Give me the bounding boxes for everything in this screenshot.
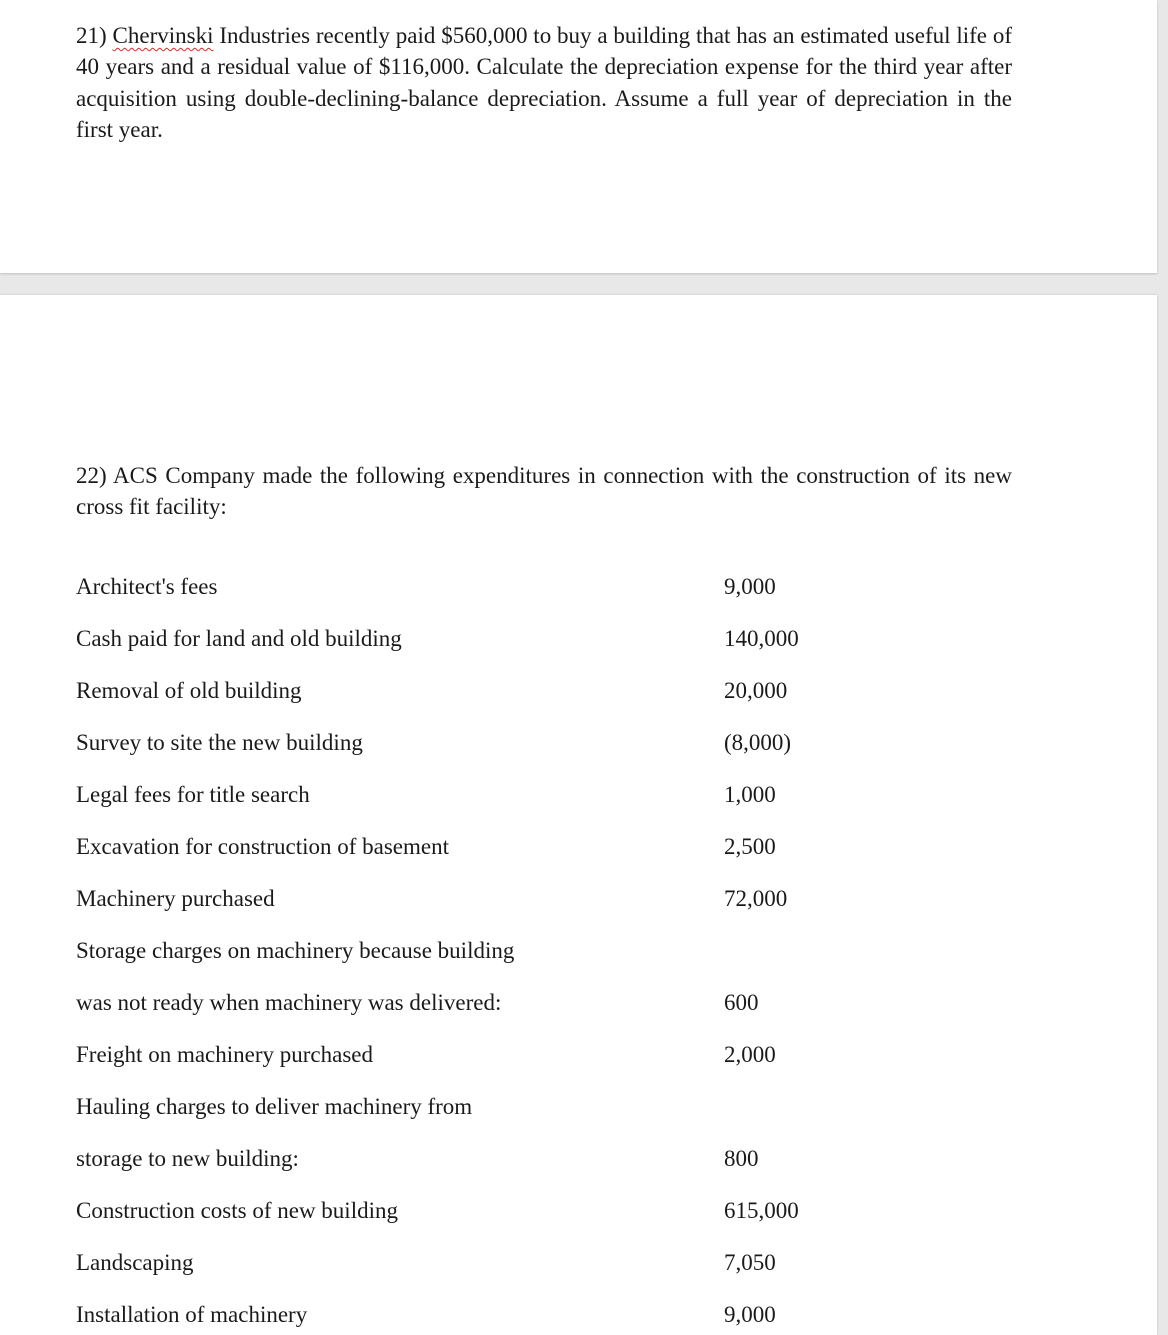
expenditure-amount: 9,000 (724, 574, 776, 599)
expenditure-amount: 72,000 (724, 886, 788, 911)
table-row (0, 1248, 1157, 1278)
expenditure-label: Survey to site the new building (76, 730, 363, 755)
expenditure-label: Removal of old building (76, 678, 302, 703)
expenditure-label: Machinery purchased (76, 886, 275, 911)
table-row (0, 1144, 1157, 1174)
expenditure-amount: 20,000 (724, 678, 788, 703)
expenditure-label: Legal fees for title search (76, 782, 310, 807)
expenditure-label: Hauling charges to deliver machinery from (76, 1094, 473, 1119)
expenditure-label: Landscaping (76, 1250, 194, 1275)
expenditure-label: Construction costs of new building (76, 1198, 398, 1223)
expenditure-amount: 7,050 (724, 1250, 776, 1275)
expenditure-label: Cash paid for land and old building (76, 626, 402, 651)
table-row (0, 572, 1157, 602)
expenditure-amount: 140,000 (724, 626, 799, 651)
spelling-flagged-word: Chervinski (112, 23, 214, 48)
expenditure-label: Excavation for construction of basement (76, 834, 449, 859)
document-page-1 (0, 0, 1157, 273)
table-row (0, 676, 1157, 706)
table-row (0, 884, 1157, 914)
question-21-number: 21) (76, 23, 107, 48)
expenditure-label: Installation of machinery (76, 1302, 308, 1327)
table-row (0, 1092, 1157, 1122)
question-22-intro: 22) ACS Company made the following expenditures in connection with the construction of its new cross fit facility: (76, 463, 1012, 520)
expenditure-amount: 615,000 (724, 1198, 799, 1223)
expenditure-amount: (8,000) (724, 730, 792, 755)
expenditure-label: Freight on machinery purchased (76, 1042, 373, 1067)
question-21-body: Industries recently paid $560,000 to buy a building that has an estimated useful life of 40 years and a residual value of $116,000. Calculate the depreciation expense for the third year after acquisition using double-declining-balance depreciation. Assume a full year of depreciation in the first year. (76, 23, 1012, 142)
table-row (0, 780, 1157, 810)
table-row (0, 728, 1157, 758)
expenditure-amount: 2,500 (724, 834, 776, 859)
table-row (0, 624, 1157, 654)
table-row (0, 1196, 1157, 1226)
expenditure-amount: 9,000 (724, 1302, 776, 1327)
expenditure-amount: 2,000 (724, 1042, 776, 1067)
table-row (0, 936, 1157, 966)
table-row (0, 1040, 1157, 1070)
table-row (0, 832, 1157, 862)
table-row (0, 1300, 1157, 1330)
expenditure-label: Storage charges on machinery because building (76, 938, 515, 963)
table-row (0, 988, 1157, 1018)
expenditure-label: was not ready when machinery was delivered: (76, 990, 502, 1015)
expenditure-amount: 800 (724, 1146, 759, 1171)
expenditure-label: storage to new building: (76, 1146, 299, 1171)
expenditure-label: Architect's fees (76, 574, 218, 599)
question-21-text (76, 20, 1012, 145)
expenditure-amount: 600 (724, 990, 759, 1015)
expenditure-amount: 1,000 (724, 782, 776, 807)
document-page-2 (0, 295, 1157, 1335)
